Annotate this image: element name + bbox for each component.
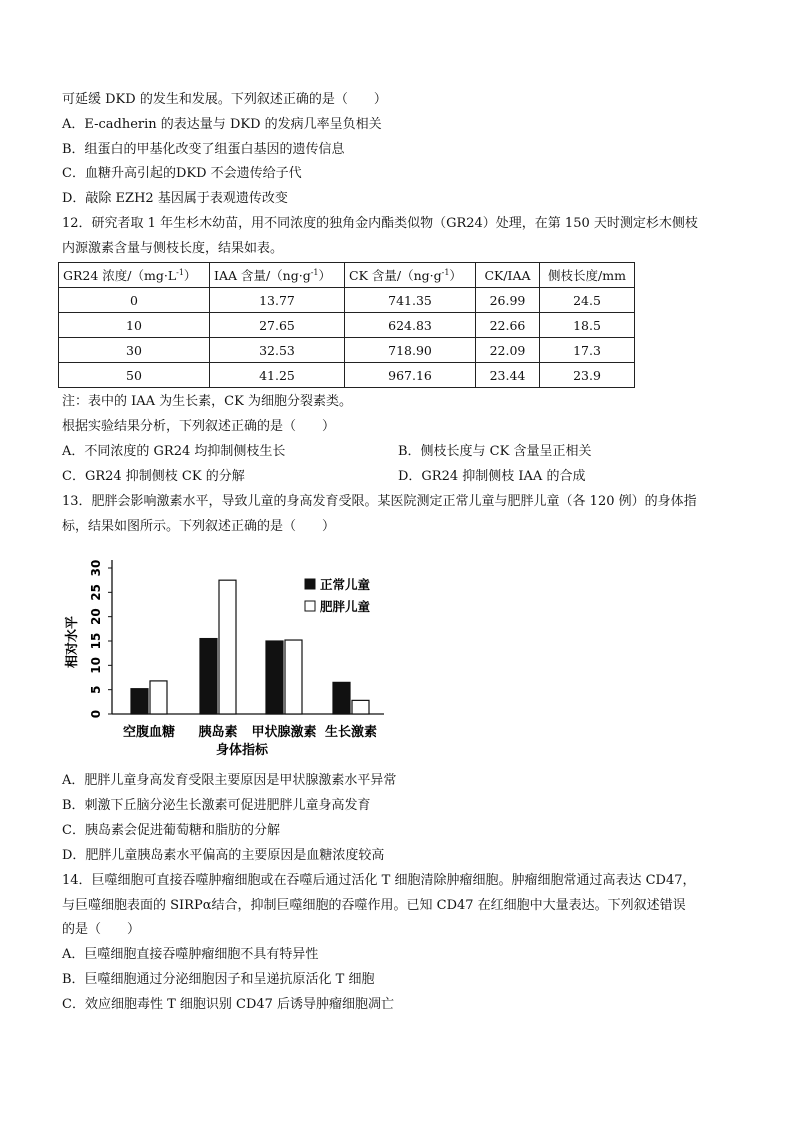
- table-cell: 32.53: [210, 338, 345, 363]
- bar-normal-3: [266, 641, 283, 714]
- table-cell: 26.99: [476, 288, 540, 313]
- table-cell: 10: [59, 313, 210, 338]
- table-header: CK/IAA: [476, 263, 540, 288]
- q12-option-d: D．GR24 抑制侧枝 IAA 的合成: [398, 469, 586, 484]
- y-tick-label: 30: [89, 559, 103, 577]
- x-tick-label: 甲状腺激素: [251, 725, 317, 740]
- q13-option-d: D．肥胖儿童胰岛素水平偏高的主要原因是血糖浓度较高: [62, 848, 385, 863]
- q12-option-b: B．侧枝长度与 CK 含量呈正相关: [398, 444, 592, 459]
- q12-note: 注：表中的 IAA 为生长素，CK 为细胞分裂素类。: [62, 394, 352, 409]
- table-cell: 22.66: [476, 313, 540, 338]
- x-tick-label: 生长激素: [324, 725, 378, 740]
- q14-option-a: A．巨噬细胞直接吞噬肿瘤细胞不具有特异性: [62, 947, 319, 962]
- table-cell: 23.44: [476, 363, 540, 388]
- table-cell: 22.09: [476, 338, 540, 363]
- y-tick-label: 25: [89, 583, 103, 601]
- bar-obese-4: [352, 700, 369, 714]
- q12-question: 根据实验结果分析，下列叙述正确的是（ ）: [62, 419, 336, 434]
- bar-obese-3: [285, 640, 302, 714]
- legend-label-obese: 肥胖儿童: [320, 599, 371, 614]
- q14-option-c: C．效应细胞毒性 T 细胞识别 CD47 后诱导肿瘤细胞凋亡: [62, 997, 395, 1012]
- legend-swatch-obese: [305, 601, 315, 611]
- y-tick-label: 20: [89, 608, 103, 626]
- chart-ylabel: 相对水平: [65, 615, 80, 669]
- q11-option-b: B．组蛋白的甲基化改变了组蛋白基因的遗传信息: [62, 142, 345, 157]
- table-cell: 27.65: [210, 313, 345, 338]
- table-cell: 718.90: [345, 338, 476, 363]
- table-cell: 23.9: [540, 363, 635, 388]
- q12-stem-line1: 12．研究者取 1 年生杉木幼苗，用不同浓度的独角金内酯类似物（GR24）处理，在第 150 天时测定杉木侧枝: [62, 216, 698, 231]
- x-tick-label: 空腹血糖: [122, 725, 176, 740]
- legend-label-normal: 正常儿童: [320, 577, 371, 592]
- bar-obese-2: [219, 580, 236, 714]
- table-cell: 13.77: [210, 288, 345, 313]
- table-header-row: [59, 263, 635, 288]
- table-cell: 50: [59, 363, 210, 388]
- q11-option-c: C．血糖升高引起的DKD 不会遗传给子代: [62, 166, 302, 181]
- table-cell: 741.35: [345, 288, 476, 313]
- q12-option-a: A．不同浓度的 GR24 均抑制侧枝生长: [62, 444, 286, 459]
- bar-normal-4: [333, 682, 350, 714]
- table-cell: 30: [59, 338, 210, 363]
- q13-stem-line1: 13．肥胖会影响激素水平，导致儿童的身高发育受限。某医院测定正常儿童与肥胖儿童（各 120 例）的身体指: [62, 494, 697, 509]
- hormone-bar-chart: [62, 552, 392, 762]
- table-cell: 24.5: [540, 288, 635, 313]
- y-tick-label: 15: [89, 632, 103, 650]
- y-tick-label: 10: [89, 656, 103, 674]
- table-cell: 624.83: [345, 313, 476, 338]
- q11-option-d: D．敲除 EZH2 基因属于表观遗传改变: [62, 191, 288, 206]
- q12-stem-line2: 内源激素含量与侧枝长度，结果如表。: [62, 241, 284, 256]
- table-header: GR24 浓度$/(mg\cdot L^{-1})$: [59, 263, 210, 288]
- bar-normal-2: [200, 639, 217, 714]
- x-tick-label: 胰岛素: [198, 725, 238, 740]
- q11-stem: 可延缓 DKD 的发生和发展。下列叙述正确的是（ ）: [62, 92, 387, 107]
- table-row: [59, 288, 635, 313]
- q14-stem-line1: 14．巨噬细胞可直接吞噬肿瘤细胞或在吞噬后通过活化 T 细胞清除肿瘤细胞。肿瘤细胞常通过高表达 CD47，: [62, 873, 696, 888]
- table-header: CK 含量$/(ng\cdot g^{-1})$: [345, 263, 476, 288]
- y-tick-label: 5: [89, 685, 103, 694]
- q13-option-a: A．肥胖儿童身高发育受限主要原因是甲状腺激素水平异常: [62, 773, 397, 788]
- q11-option-a: A．E-cadherin 的表达量与 DKD 的发病几率呈负相关: [62, 117, 382, 132]
- table-cell: 0: [59, 288, 210, 313]
- gr24-table: [58, 262, 635, 388]
- q13-option-b: B．刺激下丘脑分泌生长激素可促进肥胖儿童身高发育: [62, 798, 371, 813]
- q13-option-c: C．胰岛素会促进葡萄糖和脂肪的分解: [62, 823, 280, 838]
- table-row: [59, 313, 635, 338]
- table-cell: 967.16: [345, 363, 476, 388]
- legend-swatch-normal: [305, 579, 315, 589]
- table-cell: 41.25: [210, 363, 345, 388]
- q12-option-c: C．GR24 抑制侧枝 CK 的分解: [62, 469, 245, 484]
- table-header: IAA 含量$/(ng\cdot g^{-1})$: [210, 263, 345, 288]
- table-row: [59, 338, 635, 363]
- table-row: [59, 363, 635, 388]
- q13-stem-line2: 标，结果如图所示。下列叙述正确的是（ ）: [62, 519, 336, 534]
- chart-xlabel: 身体指标: [215, 743, 269, 758]
- q14-stem-line2: 与巨噬细胞表面的 SIRPα结合，抑制巨噬细胞的吞噬作用。已知 CD47 在红细胞中大量表达。下列叙述错误: [62, 898, 686, 913]
- table-header: 侧枝长度/mm: [540, 263, 635, 288]
- y-tick-label: 0: [89, 709, 103, 719]
- bar-normal-1: [131, 689, 148, 714]
- q14-option-b: B．巨噬细胞通过分泌细胞因子和呈递抗原活化 T 细胞: [62, 972, 375, 987]
- table-cell: 18.5: [540, 313, 635, 338]
- table-cell: 17.3: [540, 338, 635, 363]
- q14-stem-line3: 的是（ ）: [62, 922, 141, 937]
- bar-obese-1: [150, 681, 167, 714]
